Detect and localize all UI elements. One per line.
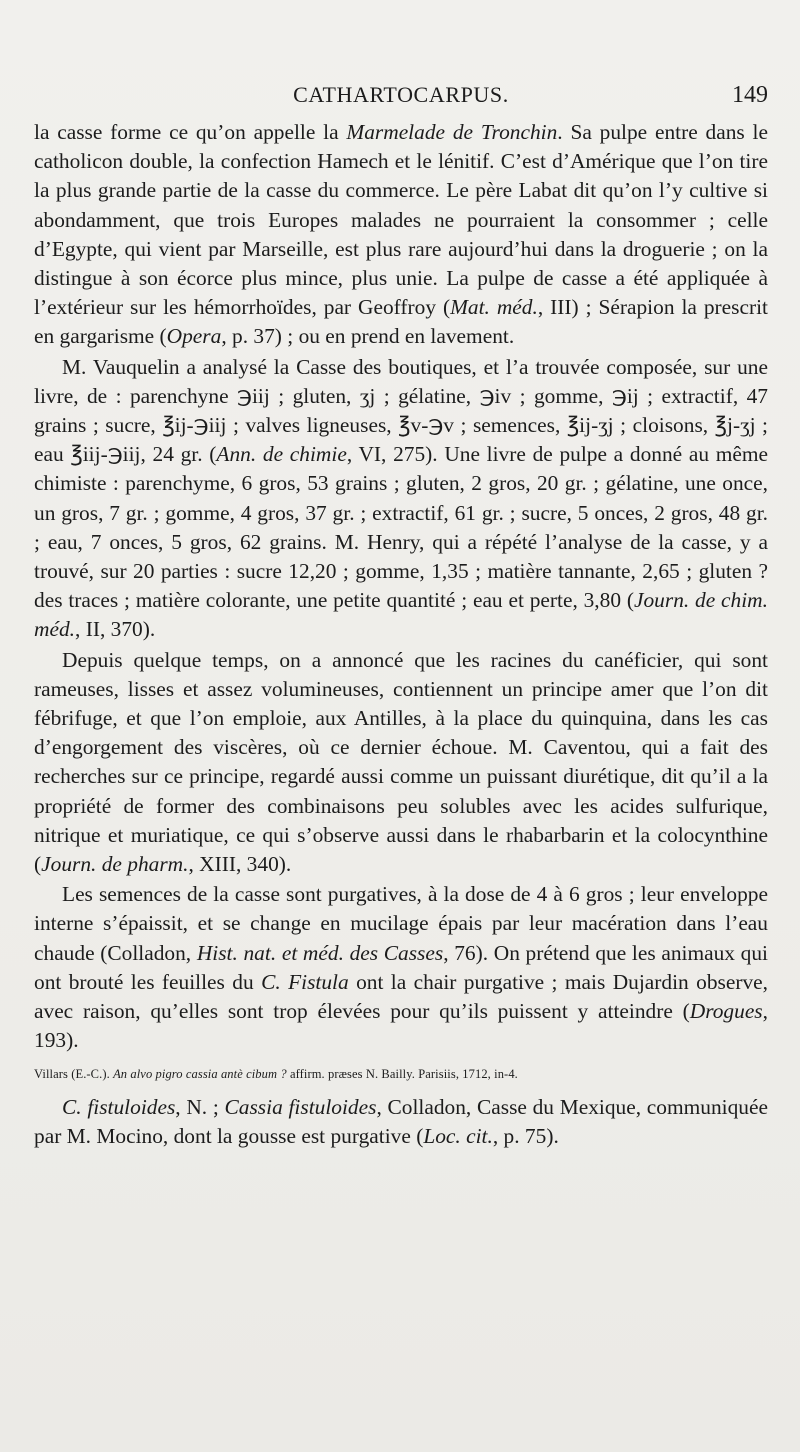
text-segment: Depuis quelque temps, on a annoncé que les racines du canéficier, qui sont rameuses, lisses et assez volumineuses, contiennent un principe amer que l’on dit fébrifuge, et que l’on emploie, aux Antilles, à la place du quinquina, dans les cas d’engorgement des viscères, où ce dernier échoue. M. Caventou, qui a fait des recherches sur ce principe, regardé aussi comme un puissant diurétique, dit qu’il a la propriété de former des combinaisons peu solubles avec les acides sulfurique, nitrique et muriatique, ce qui s’observe aussi dans le rhabarbarin et la colocynthine ( (34, 647, 768, 877)
italic-text-segment: An alvo pigro cassia antè cibum ? (113, 1066, 287, 1081)
running-head: CATHARTOCARPUS. (293, 82, 509, 107)
italic-text-segment: Journ. de pharm. (41, 852, 189, 877)
text-segment: ont la chair purgative ; mais Dujardin observe, avec raison, qu’elles sont trop élevées pour qu’ils puissent y atteindre ( (34, 969, 768, 1024)
text-segment: , Colladon, Casse du Mexique, communiquée par M. Mocino, dont la gousse est purgative ( (34, 1094, 768, 1148)
text-segment: , 76). On prétend que les animaux qui ont brouté les feuilles du (34, 940, 768, 994)
paragraph-casse-usage (34, 118, 768, 352)
italic-text-segment: Ann. de chimie (216, 442, 347, 467)
italic-text-segment: Cassia fistuloides (224, 1094, 377, 1119)
text-segment: Les semences de la casse sont purgatives, à la dose de 4 à 6 gros ; leur enveloppe interne s’épaissit, et se change en mucilage épais par leur macération dans l’eau chaude (Colladon, (34, 882, 768, 965)
text-segment: Villars (E.-C.). (34, 1066, 114, 1081)
italic-text-segment: Opera (166, 324, 222, 349)
italic-text-segment: Loc. cit. (423, 1123, 493, 1148)
text-segment: , II, 370). (75, 617, 156, 642)
body-text (34, 118, 768, 1151)
paragraph-vauquelin-analysis (34, 353, 768, 645)
italic-text-segment: C. fistuloides (62, 1094, 176, 1119)
text-segment: , p. 75). (492, 1123, 559, 1148)
text-segment: la casse forme ce qu’on appelle la (34, 120, 347, 144)
italic-text-segment: C. Fistula (261, 969, 349, 994)
text-segment: , XIII, 340). (188, 852, 292, 877)
footnote-reference (34, 1065, 768, 1084)
page-number: 149 (732, 82, 768, 108)
italic-text-segment: Marmelade de Tronchin (346, 120, 558, 144)
italic-text-segment: Hist. nat. et méd. des Casses (196, 940, 444, 965)
paragraph-root-principle (34, 646, 768, 880)
text-segment: M. Vauquelin a analysé la Casse des boutiques, et l’a trouvée composée, sur une livre, de : parenchyne ℈iij ; gluten, ʒj ; gélatine, ℈iv ; gomme, ℈ij ; extractif, 47 grains ; sucre, ℥ij-℈iij ; valves ligneuses, ℥v-℈v ; semences, ℥ij-ʒj ; cloisons, ℥j-ʒj ; eau ℥iij-℈iij, 24 gr. ( (34, 354, 768, 467)
italic-text-segment: Journ. de chim. méd. (34, 588, 768, 642)
paragraph-seeds (34, 880, 768, 1055)
text-segment: affirm. præses N. Bailly. Parisiis, 1712, in-4. (286, 1066, 518, 1081)
italic-text-segment: Drogues (689, 999, 763, 1024)
text-segment: , III) ; Sérapion la prescrit en gargarisme ( (34, 295, 768, 349)
text-segment: , 193). (34, 999, 768, 1053)
text-segment: , p. 37) ; ou en prend en lavement. (221, 324, 515, 349)
italic-text-segment: Mat. méd. (450, 295, 538, 320)
text-segment: , N. ; (175, 1094, 225, 1119)
paragraph-fistuloides (34, 1093, 768, 1151)
text-segment: . Sa pulpe entre dans le catholicon double, la confection Hamech et le lénitif. C’est d’Amérique que l’on tire la plus grande partie de la casse du commerce. Le père Labat dit qu’on l’y cultive si abondamment, que trois Europes malades ne pourraient la consommer ; celle d’Egypte, qui vient par Marseille, est plus rare aujourd’hui dans la droguerie ; on la distingue à son écorce plus mince, plus unie. La pulpe de casse a été appliquée à l’extérieur sur les hémorrhoïdes, par Geoffroy ( (34, 120, 768, 320)
page-header (34, 82, 768, 112)
text-segment: , VI, 275). Une livre de pulpe a donné au même chimiste : parenchyme, 6 gros, 53 grains ; gluten, 2 gros, 20 gr. ; gélatine, une once, un gros, 7 gr. ; gomme, 4 gros, 37 gr. ; extractif, 61 gr. ; sucre, 5 onces, 2 gros, 48 gr. ; eau, 7 onces, 5 gros, 62 grains. M. Henry, qui a répété l’analyse de la casse, y a trouvé, sur 20 parties : sucre 12,20 ; gomme, 1,35 ; matière tannante, 2,65 ; gluten ? des traces ; matière colorante, une petite quantité ; eau et perte, 3,80 ( (34, 442, 768, 613)
